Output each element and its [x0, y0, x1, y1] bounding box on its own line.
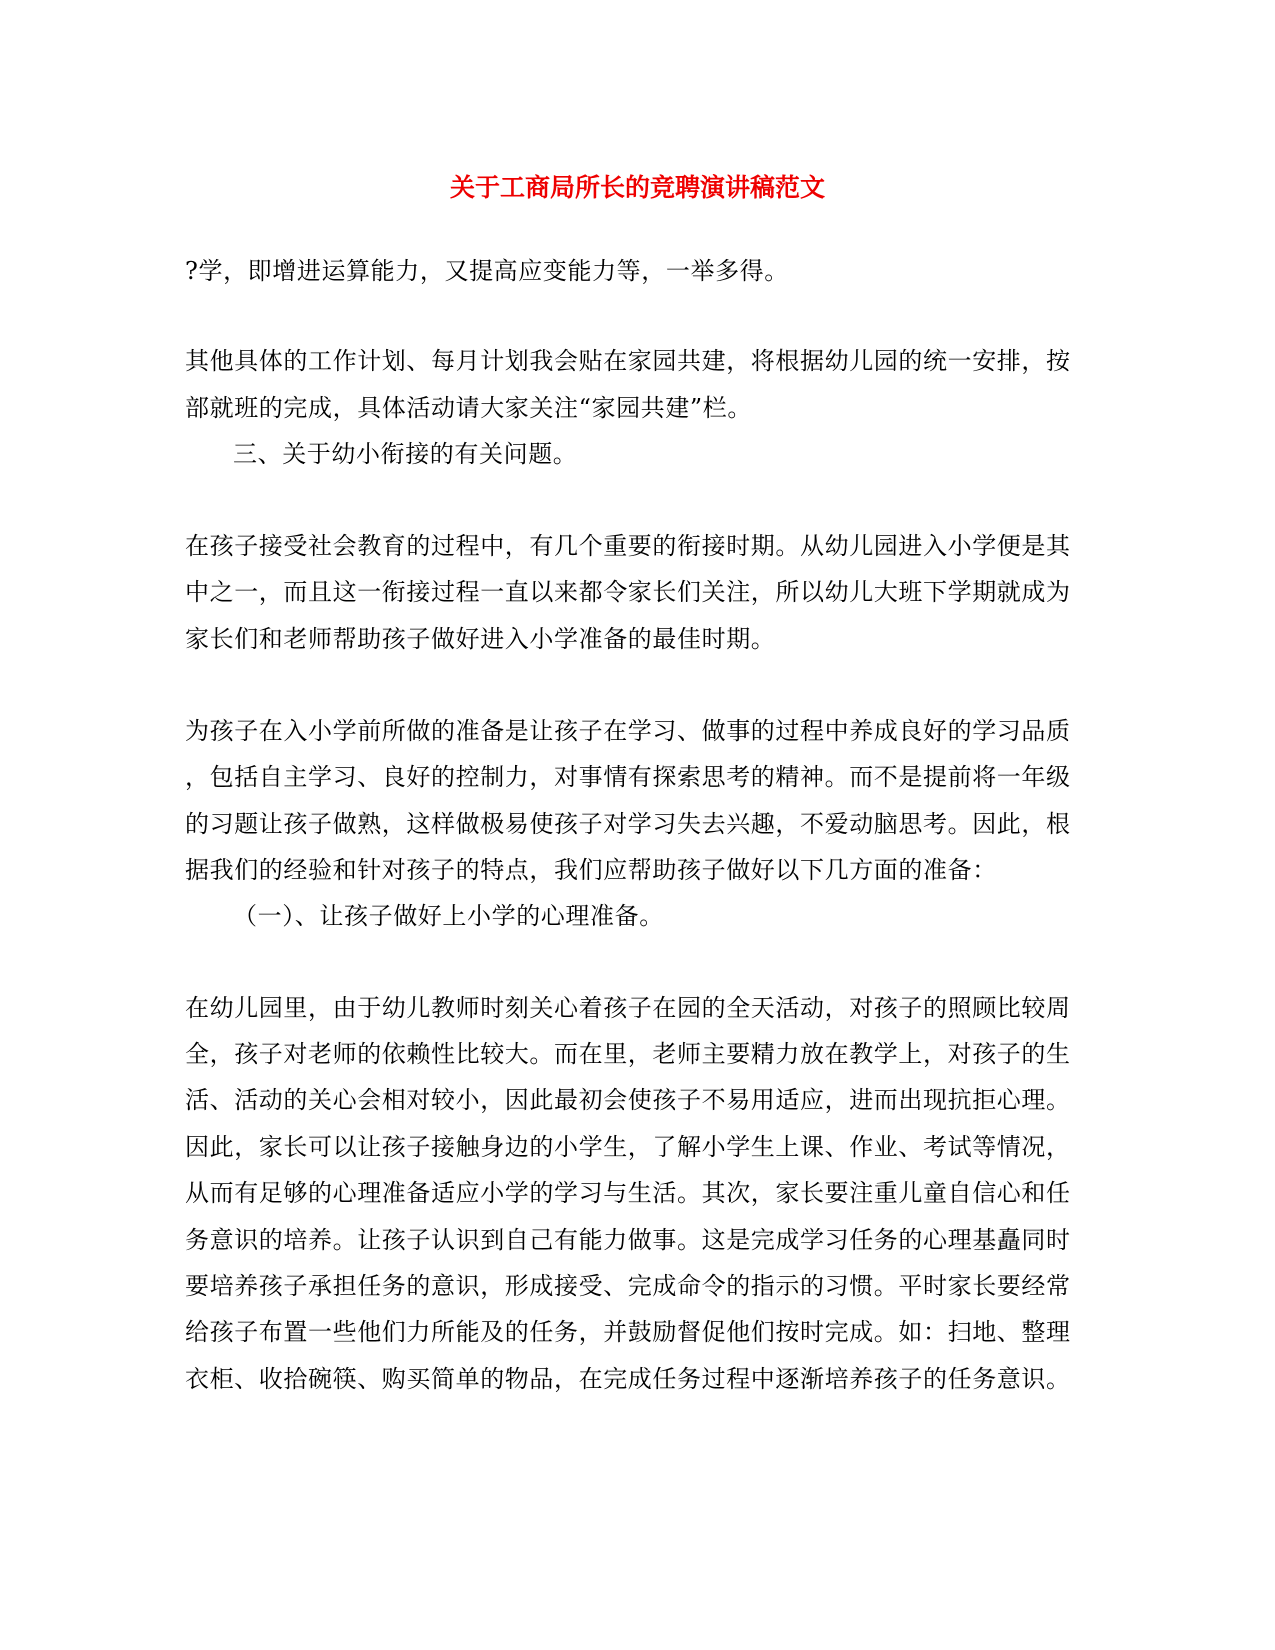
subsection-heading: （一）、让孩子做好上小学的心理准备。 — [233, 902, 664, 930]
paragraph-line: 务意识的培养。让孩子认识到自己有能力做事。这是完成学习任务的心理基矗同时 — [185, 1226, 1071, 1254]
paragraph-line: 在孩子接受社会教育的过程中，有几个重要的衔接时期。从幼儿园进入小学便是其 — [185, 532, 1071, 560]
paragraph-line: 衣柜、收拾碗筷、购买简单的物品，在完成任务过程中逐渐培养孩子的任务意识。 — [185, 1365, 1071, 1393]
paragraph-line: 家长们和老师帮助孩子做好进入小学准备的最佳时期。 — [185, 625, 776, 653]
paragraph-line: 据我们的经验和针对孩子的特点，我们应帮助孩子做好以下几方面的准备： — [185, 856, 997, 884]
paragraph-line: 为孩子在入小学前所做的准备是让孩子在学习、做事的过程中养成良好的学习品质 — [185, 717, 1071, 745]
section-heading: 三、关于幼小衔接的有关问题。 — [233, 440, 578, 468]
paragraph-line: ?学，即增进运算能力，又提高应变能力等，一举多得。 — [185, 257, 789, 285]
paragraph-line: 要培养孩子承担任务的意识，形成接受、完成命令的指示的习惯。平时家长要经常 — [185, 1272, 1071, 1300]
paragraph-line: ，包括自主学习、良好的控制力，对事情有探索思考的精神。而不是提前将一年级 — [185, 763, 1071, 791]
paragraph-line: 从而有足够的心理准备适应小学的学习与生活。其次，家长要注重儿童自信心和任 — [185, 1179, 1071, 1207]
paragraph-line: 中之一，而且这一衔接过程一直以来都令家长们关注，所以幼儿大班下学期就成为 — [185, 578, 1071, 606]
paragraph-line: 的习题让孩子做熟，这样做极易使孩子对学习失去兴趣，不爱动脑思考。因此，根 — [185, 810, 1071, 838]
paragraph-line: 在幼儿园里，由于幼儿教师时刻关心着孩子在园的全天活动，对孩子的照顾比较周 — [185, 994, 1071, 1022]
paragraph-line: 因此，家长可以让孩子接触身边的小学生，了解小学生上课、作业、考试等情况， — [185, 1133, 1071, 1161]
paragraph-line: 全，孩子对老师的依赖性比较大。而在里，老师主要精力放在教学上，对孩子的生 — [185, 1040, 1071, 1068]
paragraph-line: 活、活动的关心会相对较小，因此最初会使孩子不易用适应，进而出现抗拒心理。 — [185, 1086, 1071, 1114]
paragraph-line: 给孩子布置一些他们力所能及的任务，并鼓励督促他们按时完成。如：扫地、整理 — [185, 1318, 1071, 1346]
document-title: 关于工商局所长的竞聘演讲稿范文 — [449, 173, 825, 202]
paragraph-line: 部就班的完成，具体活动请大家关注“家园共建”栏。 — [185, 394, 752, 422]
paragraph-line: 其他具体的工作计划、每月计划我会贴在家园共建，将根据幼儿园的统一安排，按 — [185, 347, 1071, 375]
